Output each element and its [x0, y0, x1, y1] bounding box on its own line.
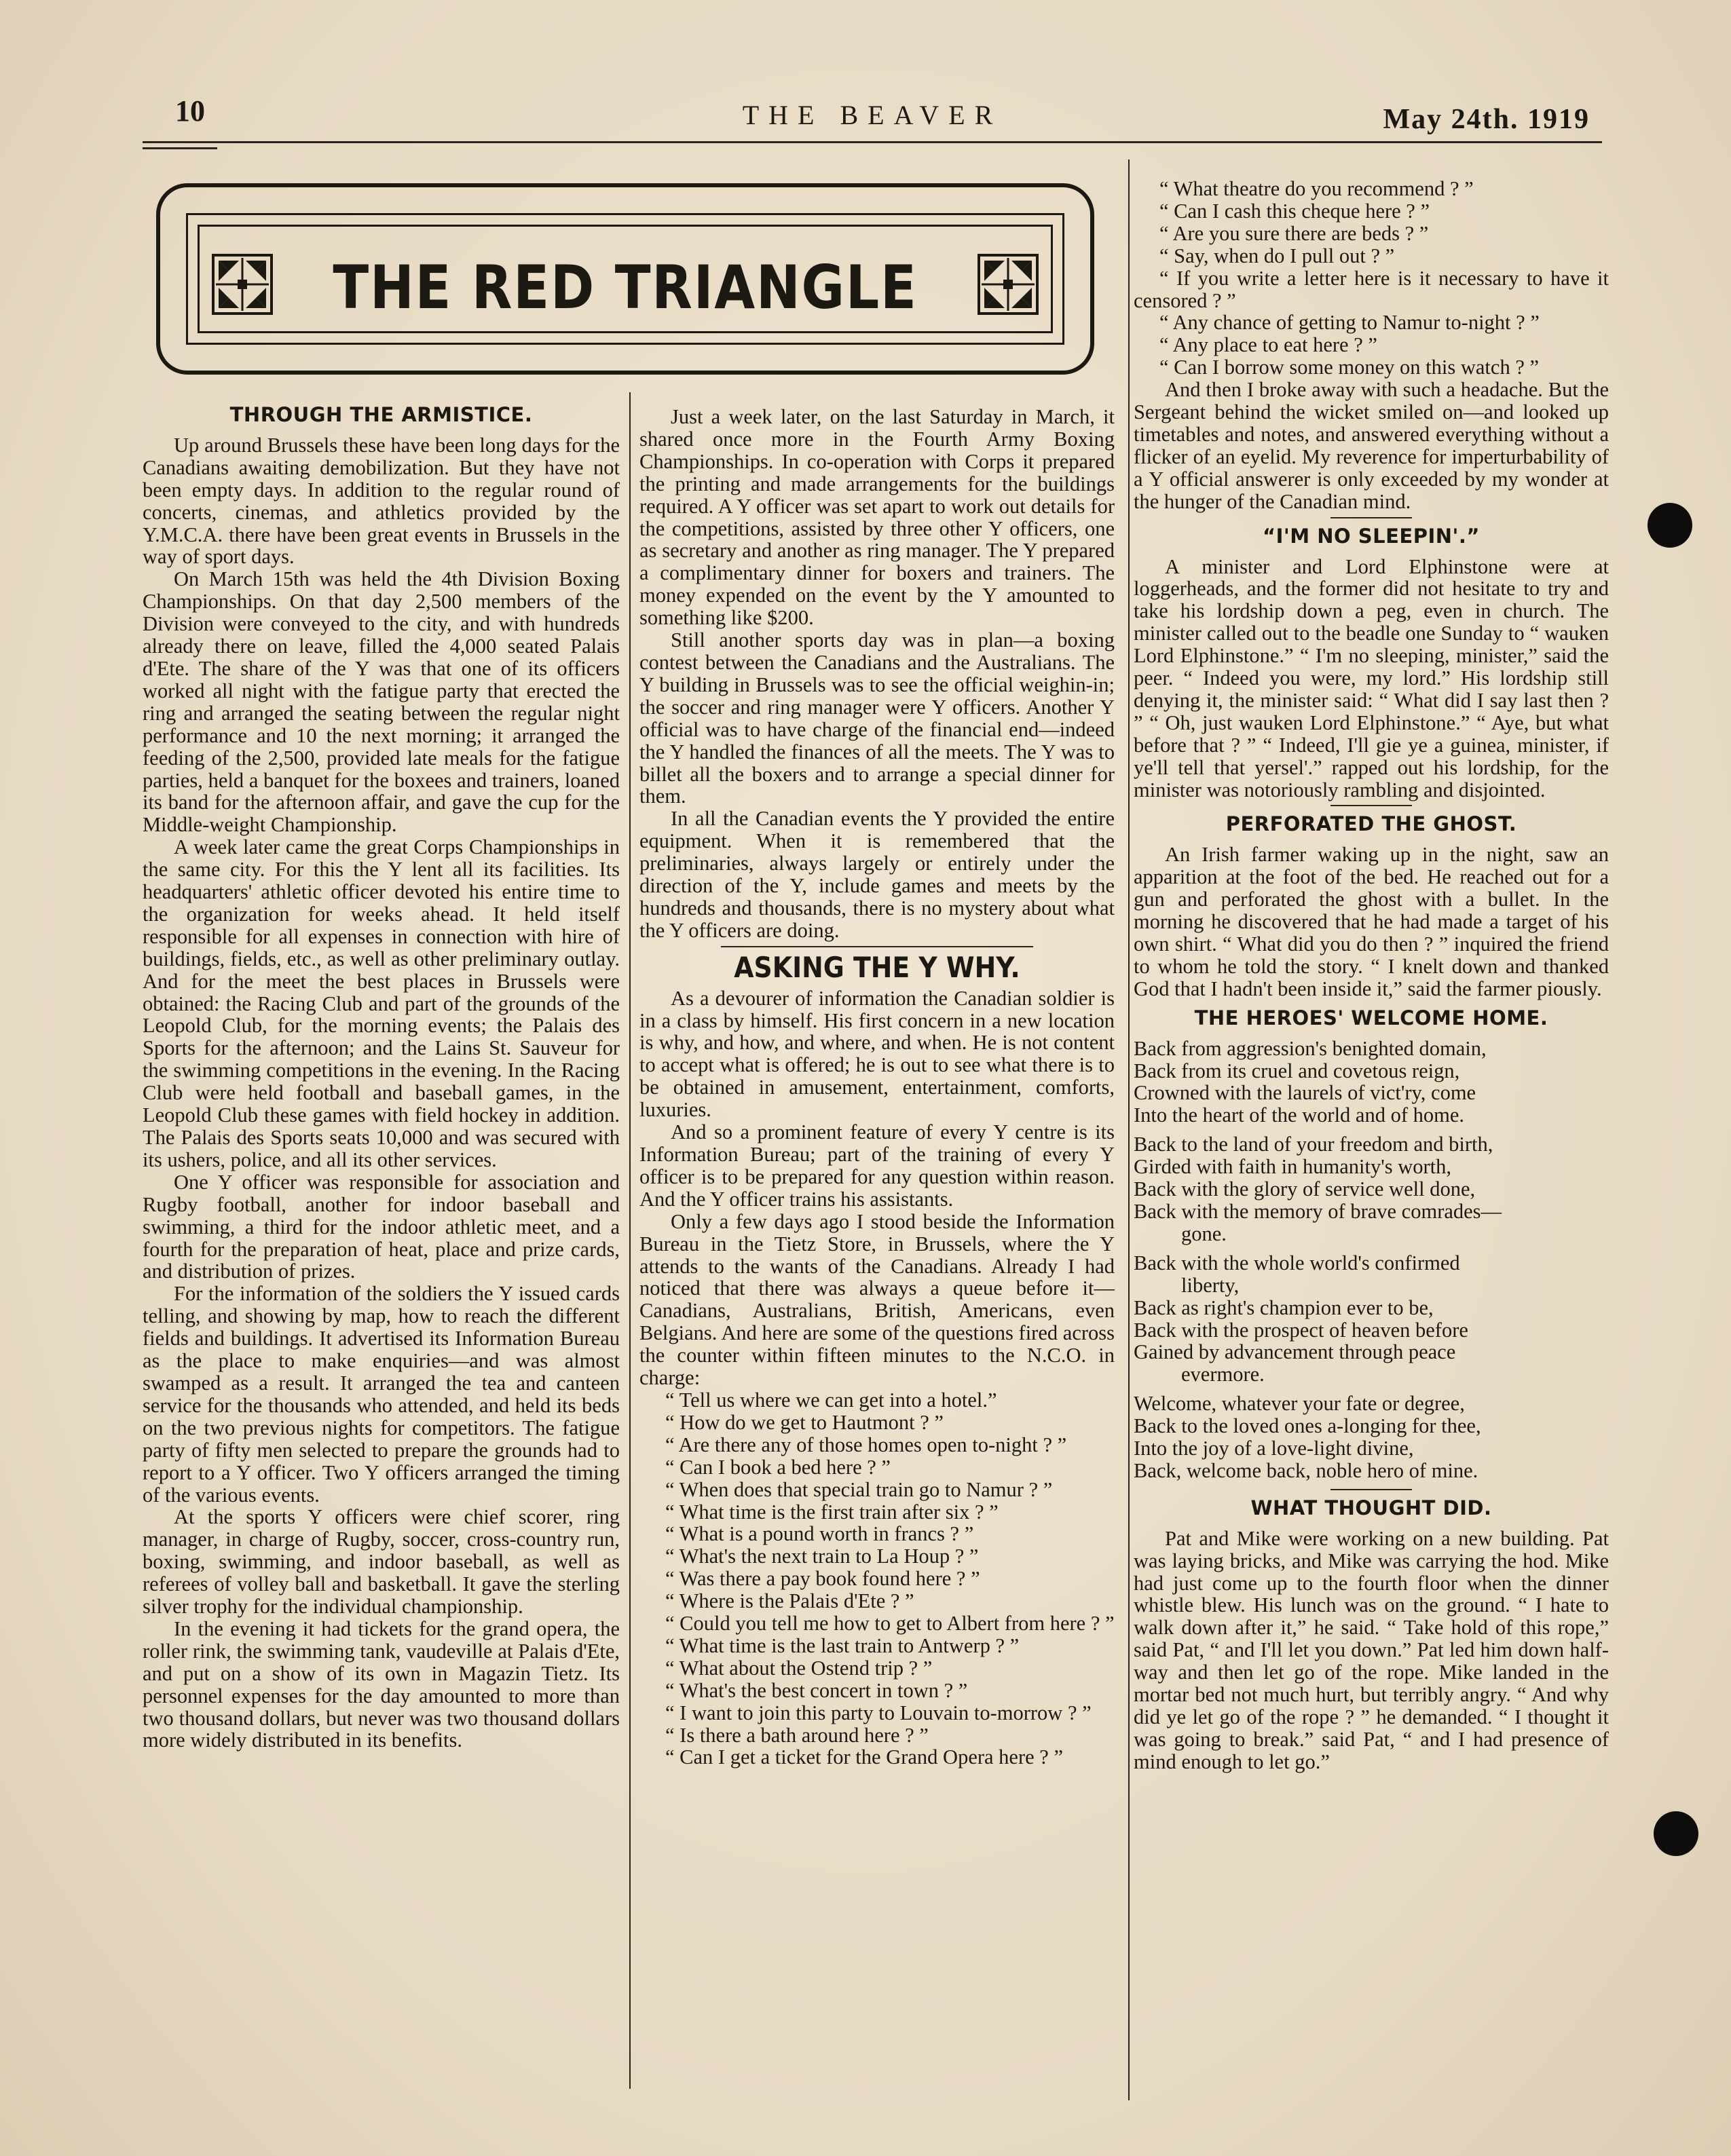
- ghost-paragraph: An Irish farmer waking up in the night, saw an apparition at the foot of the bed. He reached out for a gun and perforated the ghost with a bullet. In the morning he discovered that he had made a target of his own shirt. “ What did you do then ? ” inquired the friend to whom he told the story. “ I knelt down and thanked God that I hadn't been inside it,” said the farmer piously.: [1134, 843, 1609, 1000]
- header-rule: [143, 147, 217, 149]
- question-item: “ If you write a letter here is it necessary to have it censored ? ”: [1134, 266, 1609, 312]
- thought-paragraph: Pat and Mike were working on a new building. Pat was laying bricks, and Mike was carrying the hod. Mike had just come up to the fourth floor when the dinner whistle blew. His lunch was on the ground. “ I hate to walk down after it,” he said. “ Take hold of this rope,” said Pat, “ and I'll let you down.” Pat led him down half-way and then let go of the rope. Mike landed in the mortar bed not much hurt, but terribly angry. “ And why did ye let go of the rope ? ” he demanded. “ I thought it was going to break.” said Pat, “ and I had presence of mind enough to let go.”: [1134, 1526, 1609, 1773]
- armistice-paragraph: A week later came the great Corps Championships in the same city. For this the Y lent all its facilities. Its headquarters' athletic officer devoted his entire time to the organization for weeks ahead. It held itself responsible for all expenses in connection with hire of buildings, fields, etc., as well as other preliminary outlay. And for the meet the best places in Brussels were obtained: the Racing Club and part of the grounds of the Leopold Club, for the morning events; the Palais des Sports for the afternoon; and the Lains St. Sauveur for the swimming competitions in the evening. In the Racing Club were held football and baseball games, in the Leopold Club these games with field hockey in addition. The Palais des Sports seats 10,000 and was secured with its ushers, police, and all its other services.: [143, 835, 620, 1171]
- page-header: [143, 94, 1602, 143]
- heroes-poem: [1134, 1038, 1609, 1482]
- question-item: “ Are there any of those homes open to-night ? ”: [665, 1433, 1067, 1456]
- poem-stanza: [1134, 1038, 1609, 1127]
- armistice-paragraph: At the sports Y officers were chief scorer, ring manager, in charge of Rugby, soccer, cross-country run, boxing, swimming, and indoor baseball, as well as referees of volley ball and basketball. It gave the sterling silver trophy for the individual championship.: [143, 1505, 620, 1619]
- poem-line: Back as right's champion ever to be,: [1134, 1296, 1434, 1319]
- poem-line: Back from aggression's benighted domain,: [1134, 1036, 1487, 1060]
- question-item: “ Where is the Palais d'Ete ? ”: [665, 1589, 914, 1613]
- asking-paragraph: Only a few days ago I stood beside the Information Bureau in the Tietz Store, in Brussels, where the Y attends to the wants of the Canadians. Already I had noticed that there was always a queue before it—Canadians, Australians, British, Americans, even Belgians. And here are some of the questions fired across the counter within fifteen minutes to the N.C.O. in charge:: [639, 1209, 1115, 1390]
- banner-title: THE RED TRIANGLE: [333, 252, 918, 322]
- poem-line: liberty,: [1181, 1273, 1240, 1297]
- armistice-paragraph: One Y officer was responsible for association and Rugby football, another for indoor baseball and swimming, a third for the indoor athletic meet, and a fourth for the preparation of heat, place and prize cards, and distribution of prizes.: [143, 1170, 620, 1283]
- binder-hole-bottom: [1654, 1811, 1698, 1856]
- question-item: “ What theatre do you recommend ? ”: [1159, 177, 1474, 200]
- poem-stanza: [1134, 1252, 1609, 1386]
- article-title-heroes: THE HEROES' WELCOME HOME.: [1194, 1006, 1548, 1029]
- section-divider: [1330, 517, 1412, 518]
- page-number: 10: [175, 94, 205, 128]
- armistice-paragraph: For the information of the soldiers the Y issued cards telling, and showing by map, how to reach the different fields and buildings. It advertised its Information Bureau as the place to make enquiries—and was almost swamped as a result. It arranged the tea and canteen service for the thousands who attended, and held its beds on the two previous nights for competitors. The fatigue party of fifty men selected to prepare the grounds had to report to a Y officer. Two Y officers arranged the timing of the various events.: [143, 1282, 620, 1507]
- poem-line: Welcome, whatever your fate or degree,: [1134, 1392, 1465, 1416]
- issue-date: May 24th. 1919: [1383, 104, 1590, 135]
- asking-paragraph: And so a prominent feature of every Y centre is its Information Bureau; part of the training of every Y officer is to be prepared for any question within reason. And the Y officer trains his assistants.: [639, 1120, 1115, 1211]
- question-item: “ What's the next train to La Houp ? ”: [665, 1545, 979, 1568]
- question-item: “ What about the Ostend trip ? ”: [665, 1656, 933, 1680]
- section-divider: [1330, 1489, 1412, 1490]
- poem-line: Back with the glory of service well done,: [1134, 1177, 1476, 1201]
- poem-stanza: [1134, 1393, 1609, 1482]
- column-right: [1134, 178, 1609, 1773]
- article-title-sleepin: “I'M NO SLEEPIN'.”: [1263, 524, 1480, 548]
- question-item: “ Are you sure there are beds ? ”: [1159, 221, 1429, 245]
- armistice-paragraph: In the evening it had tickets for the grand opera, the roller rink, the swimming tank, vaudeville at Palais d'Ete, and put on a show of its own in Magazin Tietz. Its personnel expenses for the day amounted to more than two thousand dollars, but never was two thousand dollars more widely distributed in its benefits.: [143, 1616, 620, 1752]
- asking-paragraph: As a devourer of information the Canadian soldier is in a class by himself. His first concern in a new location is why, and how, and where, and when. He is not content to accept what is offered; he is out to see what there is to be obtained in amusement, entertainment, comforts, luxuries.: [639, 986, 1115, 1122]
- question-item: “ Can I cash this cheque here ? ”: [1159, 199, 1430, 223]
- ornament-right-icon: [978, 254, 1039, 315]
- question-item: “ How do we get to Hautmont ? ”: [665, 1410, 944, 1434]
- armistice-paragraph: On March 15th was held the 4th Division Boxing Championships. On that day 2,500 members of the Division were conveyed to the city, and with hundreds already there on leave, filled the 4,000 seated Palais d'Ete. The share of the Y was that one of its officers worked all night with the fatigue party that erected the ring and arranged the seating between the regular night performance and 10 the next morning; it arranged the feeding of the 2,500, provided late meals for the fatigue parties, held a banquet for the boxees and trainers, loaned its band for the afternoon affair, and gave the cup for the Middle-weight Championship.: [143, 567, 620, 837]
- poem-line: Back to the loved ones a-longing for thee,: [1134, 1414, 1481, 1438]
- question-item: “ Can I book a bed here ? ”: [665, 1455, 891, 1479]
- poem-line: evermore.: [1181, 1363, 1265, 1386]
- question-item: “ When does that special train go to Namur ? ”: [665, 1477, 1053, 1501]
- question-item: “ Can I borrow some money on this watch ? ”: [1159, 356, 1540, 379]
- poem-line: Back with the memory of brave comrades—: [1134, 1199, 1502, 1223]
- poem-stanza: [1134, 1133, 1609, 1245]
- armistice-paragraph: Up around Brussels these have been long days for the Canadians awaiting demobilization. But they have not been empty days. In addition to the regular round of concerts, cinemas, and athletics provided by the Y.M.C.A. there have been great events in Brussels in the way of sport days.: [143, 433, 620, 569]
- question-item: “ Tell us where we can get into a hotel.”: [665, 1388, 997, 1412]
- question-item: “ What time is the last train to Antwerp ? ”: [665, 1633, 1020, 1657]
- sleepin-paragraph: A minister and Lord Elphinstone were at loggerheads, and the former did not hesitate to try and take his lordship down a peg, even in church. The minister called out to the beadle one Sunday to “ wauken Lord Elphinstone.” “ I'm no sleeping, minister,” said the peer. “ Indeed you were, my lord.” His lordship still denying it, the minister said: “ What did I say last then ? ” “ Oh, just wauken Lord Elphinstone.” “ Aye, but what before that ? ” “ Indeed, I'll gie ye a guinea, minister, if ye'll tell that yersel'.” rapped out his lordship, for the minister was notoriously rambling and disjointed.: [1134, 554, 1609, 801]
- poem-line: Gained by advancement through peace: [1134, 1340, 1456, 1364]
- poem-line: Into the joy of a love-light divine,: [1134, 1437, 1414, 1460]
- armistice-continued-paragraph: In all the Canadian events the Y provided the entire equipment. When it is remembered that the preliminaries, always largely or entirely under the direction of the Y, include games and meets by the hundreds and thousands, there is no mystery about what the Y officers are doing.: [639, 807, 1115, 942]
- poem-line: Crowned with the laurels of vict'ry, come: [1134, 1081, 1476, 1105]
- question-item: “ What is a pound worth in francs ? ”: [665, 1522, 974, 1546]
- question-item: “ Any place to eat here ? ”: [1159, 333, 1377, 357]
- column-rule-2: [1128, 159, 1130, 2100]
- poem-line: Girded with faith in humanity's worth,: [1134, 1155, 1452, 1179]
- armistice-continued-paragraph: Just a week later, on the last Saturday in March, it shared once more in the Fourth Army Boxing Championships. In co-operation with Corps it prepared the printing and made arrangements for the buildings required. A Y officer was set apart to work out details for the competitions, assisted by three other Y officers, one as secretary and another as ring manager. The Y prepared a complimentary dinner for boxers and trainers. The money expended on the event by the Y amounted to something like $200.: [639, 405, 1115, 630]
- article-title-asking: ASKING THE Y WHY.: [734, 950, 1020, 984]
- poem-line: Back with the prospect of heaven before: [1134, 1318, 1468, 1342]
- masthead: THE BEAVER: [742, 100, 1003, 130]
- question-item: “ Any chance of getting to Namur to-night ? ”: [1159, 311, 1540, 335]
- section-banner: [156, 183, 1094, 375]
- poem-line: Back from its cruel and covetous reign,: [1134, 1059, 1460, 1082]
- banner-frame: [186, 213, 1064, 345]
- question-item: “ What time is the first train after six ? ”: [665, 1500, 999, 1524]
- question-item: “ Say, when do I pull out ? ”: [1159, 244, 1395, 267]
- asking-closing-paragraph: And then I broke away with such a headache. But the Sergeant behind the wicket smiled on—and looked up timetables and notes, and answered everything without a flicker of an eyelid. My reverence for imperturbability of a Y official answerer is only exceeded by my wonder at the hunger of the Canadian mind.: [1134, 378, 1609, 513]
- column-left: [143, 397, 620, 1752]
- question-item: “ Was there a pay book found here ? ”: [665, 1567, 980, 1591]
- column-rule-1: [629, 392, 631, 2089]
- poem-line: Into the heart of the world and of home.: [1134, 1103, 1465, 1127]
- article-title-ghost: PERFORATED THE GHOST.: [1225, 812, 1517, 836]
- armistice-continued-paragraph: Still another sports day was in plan—a boxing contest between the Canadians and the Australians. The Y building in Brussels was to see the official weighin-in; the soccer and ring manager were Y officers. Another Y official was to have charge of the financial end—indeed the Y handled the finances of all the meets. The Y was to billet all the boxers and to arrange a special dinner for them.: [639, 628, 1115, 808]
- poem-line: Back, welcome back, noble hero of mine.: [1134, 1458, 1478, 1482]
- question-item: “ Is there a bath around here ? ”: [665, 1723, 929, 1747]
- question-item: “ Can I get a ticket for the Grand Opera here ? ”: [665, 1745, 1063, 1769]
- question-item: “ I want to join this party to Louvain to-morrow ? ”: [665, 1701, 1092, 1724]
- article-title-thought: WHAT THOUGHT DID.: [1250, 1496, 1492, 1519]
- article-title-armistice: THROUGH THE ARMISTICE.: [229, 403, 533, 426]
- question-item: “ Could you tell me how to get to Albert from here ? ”: [665, 1612, 1115, 1635]
- poem-line: Back with the whole world's confirmed: [1134, 1251, 1460, 1274]
- section-divider: [721, 946, 1033, 947]
- question-item: “ What's the best concert in town ? ”: [665, 1678, 968, 1702]
- column-middle: [639, 406, 1115, 1769]
- banner-inner-frame: [198, 225, 1053, 333]
- poem-line: gone.: [1181, 1222, 1227, 1245]
- section-divider: [1330, 805, 1412, 806]
- poem-line: Back to the land of your freedom and birth,: [1134, 1133, 1493, 1156]
- binder-hole-top: [1648, 503, 1692, 548]
